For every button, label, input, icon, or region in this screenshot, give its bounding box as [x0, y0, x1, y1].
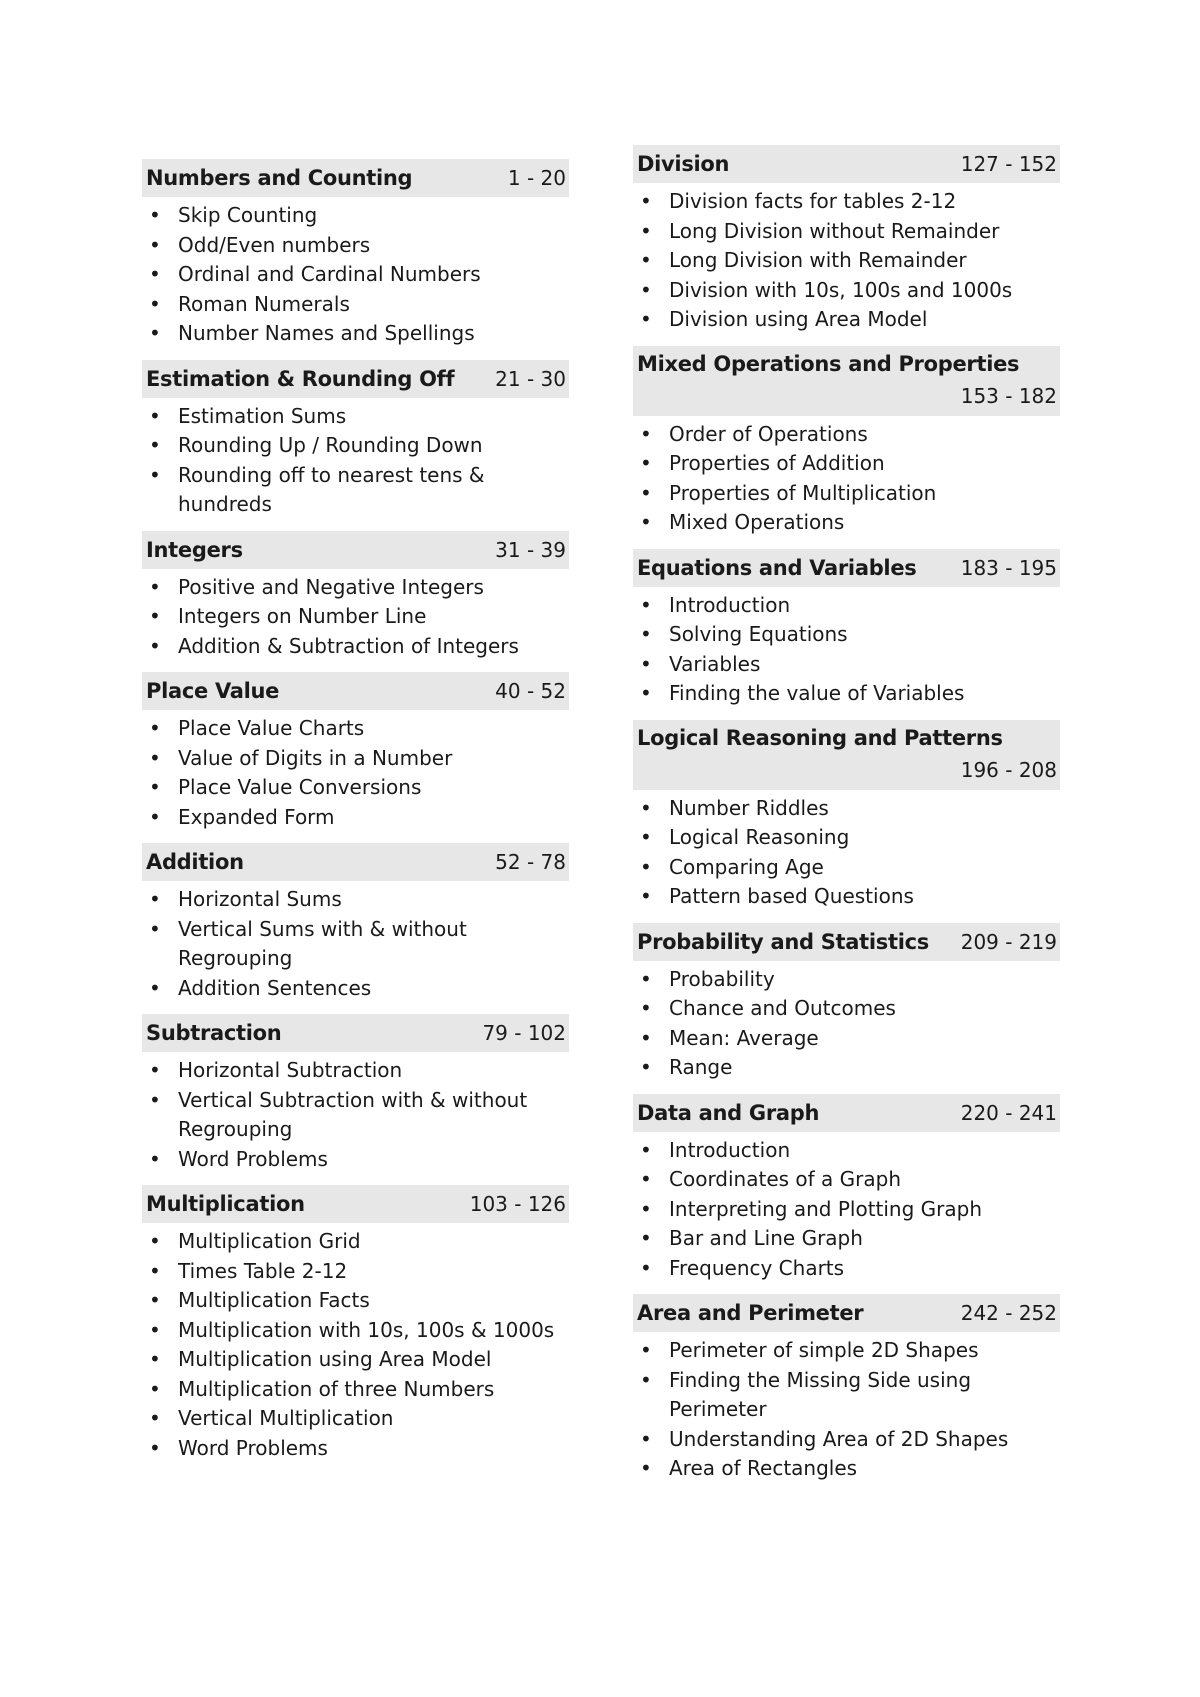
list-item: [142, 803, 569, 833]
bullet-icon: •: [640, 1338, 652, 1362]
section-mixed-operations-and-properties: [633, 346, 1060, 538]
topic-list: [633, 1332, 1060, 1484]
list-item: [142, 201, 569, 231]
bullet-icon: •: [640, 1226, 652, 1250]
topic-text: Division facts for tables 2-12: [669, 189, 957, 213]
bullet-icon: •: [149, 321, 161, 345]
topic-text: Comparing Age: [669, 854, 824, 879]
bullet-icon: •: [640, 795, 652, 820]
topic-text: Number Names and Spellings: [178, 321, 475, 345]
topic-text: Addition & Subtraction of Integers: [178, 633, 519, 658]
section-header: [142, 1014, 569, 1052]
section-equations-and-variables: [633, 549, 1060, 709]
bullet-icon: •: [640, 248, 652, 272]
bullet-icon: •: [640, 1426, 652, 1451]
list-item: [142, 602, 569, 632]
bullet-icon: •: [149, 1376, 161, 1401]
section-header: [142, 843, 569, 881]
list-item: [633, 1024, 1060, 1054]
section-probability-and-statistics: [633, 923, 1060, 1083]
list-item: [142, 1345, 569, 1375]
bullet-icon: •: [640, 966, 652, 991]
topic-text: Finding the Missing Side using Perimeter: [669, 1367, 972, 1421]
bullet-icon: •: [149, 1347, 161, 1371]
section-data-and-graph: [633, 1094, 1060, 1284]
bullet-icon: •: [149, 775, 161, 799]
page-range: 209 - 219: [960, 929, 1057, 954]
bullet-icon: •: [149, 975, 161, 1000]
section-title: Mixed Operations and Properties: [637, 351, 1020, 376]
list-item: [142, 260, 569, 290]
topic-text: Roman Numerals: [178, 291, 350, 316]
section-header: [633, 923, 1060, 961]
topic-list: [142, 569, 569, 662]
topic-text: Times Table 2-12: [178, 1258, 348, 1283]
list-item: [633, 882, 1060, 912]
topic-text: Properties of Multiplication: [669, 480, 937, 505]
topic-list: [633, 183, 1060, 335]
topic-text: Division using Area Model: [669, 307, 928, 331]
page-range: 183 - 195: [960, 555, 1057, 580]
list-item: [142, 1257, 569, 1287]
list-item: [633, 1366, 1060, 1425]
section-header: [633, 720, 1060, 790]
topic-text: Odd/Even numbers: [178, 232, 371, 257]
list-item: [142, 290, 569, 320]
topic-text: Multiplication with 10s, 100s & 1000s: [178, 1317, 555, 1342]
list-item: [142, 915, 569, 974]
bullet-icon: •: [149, 1087, 161, 1112]
list-item: [142, 773, 569, 803]
section-integers: [142, 531, 569, 662]
right-column: [633, 145, 1060, 1495]
topic-text: Chance and Outcomes: [669, 996, 896, 1020]
list-item: [633, 1454, 1060, 1484]
page-range: 103 - 126: [469, 1192, 566, 1216]
section-title: Addition: [146, 850, 244, 874]
list-item: [142, 744, 569, 774]
section-title: Equations and Variables: [637, 555, 917, 580]
page-range: 127 - 152: [960, 152, 1057, 176]
topic-text: Introduction: [669, 1137, 791, 1162]
bullet-icon: •: [640, 451, 652, 475]
section-addition: [142, 843, 569, 1003]
list-item: [633, 620, 1060, 650]
page-range: 21 - 30: [495, 366, 566, 391]
bullet-icon: •: [149, 1146, 161, 1171]
bullet-icon: •: [640, 218, 652, 243]
topic-text: Expanded Form: [178, 804, 335, 829]
bullet-icon: •: [149, 916, 161, 941]
list-item: [142, 319, 569, 349]
topic-text: Horizontal Sums: [178, 887, 342, 911]
topic-text: Mean: Average: [669, 1025, 819, 1050]
bullet-icon: •: [149, 462, 161, 487]
list-item: [142, 1286, 569, 1316]
bullet-icon: •: [640, 1255, 652, 1280]
bullet-icon: •: [149, 745, 161, 770]
topic-text: Range: [669, 1055, 733, 1079]
bullet-icon: •: [149, 403, 161, 428]
topic-list: [142, 710, 569, 832]
list-item: [142, 231, 569, 261]
bullet-icon: •: [149, 574, 161, 599]
bullet-icon: •: [640, 1167, 652, 1191]
page-range: 1 - 20: [507, 166, 566, 190]
list-item: [633, 217, 1060, 247]
section-header: [142, 1185, 569, 1223]
section-logical-reasoning-and-patterns: [633, 720, 1060, 912]
list-item: [633, 479, 1060, 509]
bullet-icon: •: [149, 1258, 161, 1283]
list-item: [633, 965, 1060, 995]
topic-text: Coordinates of a Graph: [669, 1167, 902, 1191]
bullet-icon: •: [640, 681, 652, 705]
topic-list: [142, 881, 569, 1003]
topic-text: Mixed Operations: [669, 510, 845, 534]
topic-text: Bar and Line Graph: [669, 1226, 863, 1250]
list-item: [633, 305, 1060, 335]
section-title: Subtraction: [146, 1021, 282, 1045]
list-item: [142, 1056, 569, 1086]
bullet-icon: •: [640, 1456, 652, 1480]
topic-text: Order of Operations: [669, 421, 868, 446]
topic-text: Positive and Negative Integers: [178, 574, 484, 599]
list-item: [633, 246, 1060, 276]
topic-text: Frequency Charts: [669, 1255, 845, 1280]
topic-text: Solving Equations: [669, 622, 848, 646]
list-item: [142, 1375, 569, 1405]
list-item: [633, 276, 1060, 306]
section-header: [142, 672, 569, 710]
section-division: [633, 145, 1060, 335]
section-numbers-and-counting: [142, 159, 569, 349]
bullet-icon: •: [640, 622, 652, 646]
bullet-icon: •: [149, 887, 161, 911]
list-item: [633, 650, 1060, 680]
list-item: [142, 402, 569, 432]
topic-text: Probability: [669, 966, 775, 991]
topic-list: [633, 961, 1060, 1083]
bullet-icon: •: [640, 592, 652, 617]
topic-text: Word Problems: [178, 1146, 328, 1171]
section-title: Data and Graph: [637, 1100, 820, 1125]
topic-text: Multiplication of three Numbers: [178, 1376, 495, 1401]
section-place-value: [142, 672, 569, 832]
topic-text: Understanding Area of 2D Shapes: [669, 1426, 1009, 1451]
section-title: Multiplication: [146, 1192, 305, 1216]
topic-text: Vertical Multiplication: [178, 1406, 394, 1430]
bullet-icon: •: [640, 510, 652, 534]
topic-list: [633, 587, 1060, 709]
topic-list: [142, 398, 569, 520]
topic-text: Pattern based Questions: [669, 884, 914, 908]
list-item: [142, 431, 569, 461]
page-range: 79 - 102: [482, 1021, 566, 1045]
list-item: [633, 187, 1060, 217]
topic-text: Multiplication using Area Model: [178, 1347, 492, 1371]
list-item: [142, 1227, 569, 1257]
bullet-icon: •: [640, 480, 652, 505]
section-area-and-perimeter: [633, 1294, 1060, 1484]
bullet-icon: •: [149, 203, 161, 227]
topic-text: Long Division with Remainder: [669, 248, 967, 272]
page-range: 196 - 208: [960, 757, 1057, 782]
topic-text: Area of Rectangles: [669, 1456, 858, 1480]
page-range: 242 - 252: [960, 1301, 1057, 1325]
section-multiplication: [142, 1185, 569, 1463]
bullet-icon: •: [640, 1055, 652, 1079]
section-header: [633, 145, 1060, 183]
topic-text: Interpreting and Plotting Graph: [669, 1196, 983, 1221]
topic-text: Place Value Charts: [178, 716, 365, 740]
page-range: 153 - 182: [960, 383, 1057, 408]
bullet-icon: •: [149, 1058, 161, 1082]
list-item: [633, 823, 1060, 853]
bullet-icon: •: [640, 1367, 652, 1392]
topic-list: [633, 790, 1060, 912]
list-item: [633, 1165, 1060, 1195]
topic-list: [142, 1223, 569, 1463]
list-item: [633, 1195, 1060, 1225]
list-item: [142, 714, 569, 744]
bullet-icon: •: [149, 716, 161, 740]
topic-text: Rounding off to nearest tens & hundreds: [178, 462, 485, 516]
bullet-icon: •: [640, 421, 652, 446]
topic-text: Variables: [669, 651, 761, 676]
bullet-icon: •: [149, 604, 161, 628]
topic-text: Estimation Sums: [178, 403, 347, 428]
list-item: [142, 974, 569, 1004]
bullet-icon: •: [640, 307, 652, 331]
list-item: [142, 1404, 569, 1434]
section-header: [633, 346, 1060, 416]
topic-text: Word Problems: [178, 1435, 328, 1460]
topic-text: Integers on Number Line: [178, 604, 427, 628]
topic-text: Number Riddles: [669, 795, 829, 820]
topic-text: Finding the value of Variables: [669, 681, 965, 705]
list-item: [633, 794, 1060, 824]
bullet-icon: •: [640, 651, 652, 676]
bullet-icon: •: [640, 996, 652, 1020]
bullet-icon: •: [149, 291, 161, 316]
topic-list: [633, 416, 1060, 538]
bullet-icon: •: [149, 1406, 161, 1430]
list-item: [142, 1145, 569, 1175]
section-title: Probability and Statistics: [637, 929, 929, 954]
page-range: 220 - 241: [960, 1100, 1057, 1125]
section-header: [142, 360, 569, 398]
bullet-icon: •: [640, 189, 652, 213]
bullet-icon: •: [640, 1025, 652, 1050]
topic-text: Vertical Subtraction with & without Regrouping: [178, 1087, 528, 1141]
section-header: [142, 159, 569, 197]
topic-text: Long Division without Remainder: [669, 218, 1000, 243]
page-range: 40 - 52: [495, 679, 566, 703]
section-title: Division: [637, 152, 730, 176]
bullet-icon: •: [149, 804, 161, 829]
section-title: Logical Reasoning and Patterns: [637, 725, 1003, 750]
topic-text: Multiplication Grid: [178, 1229, 361, 1253]
section-header: [633, 1294, 1060, 1332]
topic-text: Vertical Sums with & without Regrouping: [178, 916, 467, 970]
list-item: [633, 1053, 1060, 1083]
topic-text: Ordinal and Cardinal Numbers: [178, 262, 481, 286]
topic-text: Introduction: [669, 592, 791, 617]
list-item: [142, 885, 569, 915]
topic-list: [142, 197, 569, 349]
bullet-icon: •: [149, 1229, 161, 1253]
list-item: [633, 1425, 1060, 1455]
list-item: [633, 1336, 1060, 1366]
bullet-icon: •: [640, 277, 652, 302]
bullet-icon: •: [149, 433, 161, 457]
list-item: [633, 508, 1060, 538]
section-estimation-rounding-off: [142, 360, 569, 520]
bullet-icon: •: [149, 232, 161, 257]
topic-text: Horizontal Subtraction: [178, 1058, 403, 1082]
list-item: [142, 461, 569, 520]
bullet-icon: •: [149, 262, 161, 286]
section-header: [633, 549, 1060, 587]
topic-text: Skip Counting: [178, 203, 318, 227]
bullet-icon: •: [640, 1137, 652, 1162]
bullet-icon: •: [640, 825, 652, 849]
list-item: [633, 1224, 1060, 1254]
bullet-icon: •: [149, 1435, 161, 1460]
topic-text: Perimeter of simple 2D Shapes: [669, 1338, 979, 1362]
topic-text: Division with 10s, 100s and 1000s: [669, 277, 1013, 302]
list-item: [633, 679, 1060, 709]
section-title: Numbers and Counting: [146, 166, 413, 190]
topic-text: Place Value Conversions: [178, 775, 422, 799]
bullet-icon: •: [640, 1196, 652, 1221]
list-item: [633, 591, 1060, 621]
section-title: Place Value: [146, 679, 280, 703]
list-item: [633, 1136, 1060, 1166]
left-column: [142, 159, 569, 1474]
list-item: [633, 853, 1060, 883]
list-item: [633, 449, 1060, 479]
topic-text: Rounding Up / Rounding Down: [178, 433, 483, 457]
section-header: [633, 1094, 1060, 1132]
topic-text: Logical Reasoning: [669, 825, 850, 849]
section-header: [142, 531, 569, 569]
topic-text: Value of Digits in a Number: [178, 745, 453, 770]
bullet-icon: •: [640, 884, 652, 908]
bullet-icon: •: [640, 854, 652, 879]
list-item: [633, 1254, 1060, 1284]
section-title: Estimation & Rounding Off: [146, 366, 455, 391]
list-item: [142, 1086, 569, 1145]
list-item: [633, 994, 1060, 1024]
bullet-icon: •: [149, 633, 161, 658]
page-range: 31 - 39: [495, 537, 566, 562]
section-title: Integers: [146, 537, 243, 562]
topic-list: [142, 1052, 569, 1174]
list-item: [142, 573, 569, 603]
bullet-icon: •: [149, 1317, 161, 1342]
list-item: [142, 1316, 569, 1346]
topic-text: Properties of Addition: [669, 451, 885, 475]
list-item: [142, 632, 569, 662]
section-title: Area and Perimeter: [637, 1301, 864, 1325]
bullet-icon: •: [149, 1288, 161, 1312]
page-range: 52 - 78: [495, 850, 566, 874]
section-subtraction: [142, 1014, 569, 1174]
topic-text: Addition Sentences: [178, 975, 372, 1000]
list-item: [142, 1434, 569, 1464]
topic-text: Multiplication Facts: [178, 1288, 370, 1312]
list-item: [633, 420, 1060, 450]
topic-list: [633, 1132, 1060, 1284]
